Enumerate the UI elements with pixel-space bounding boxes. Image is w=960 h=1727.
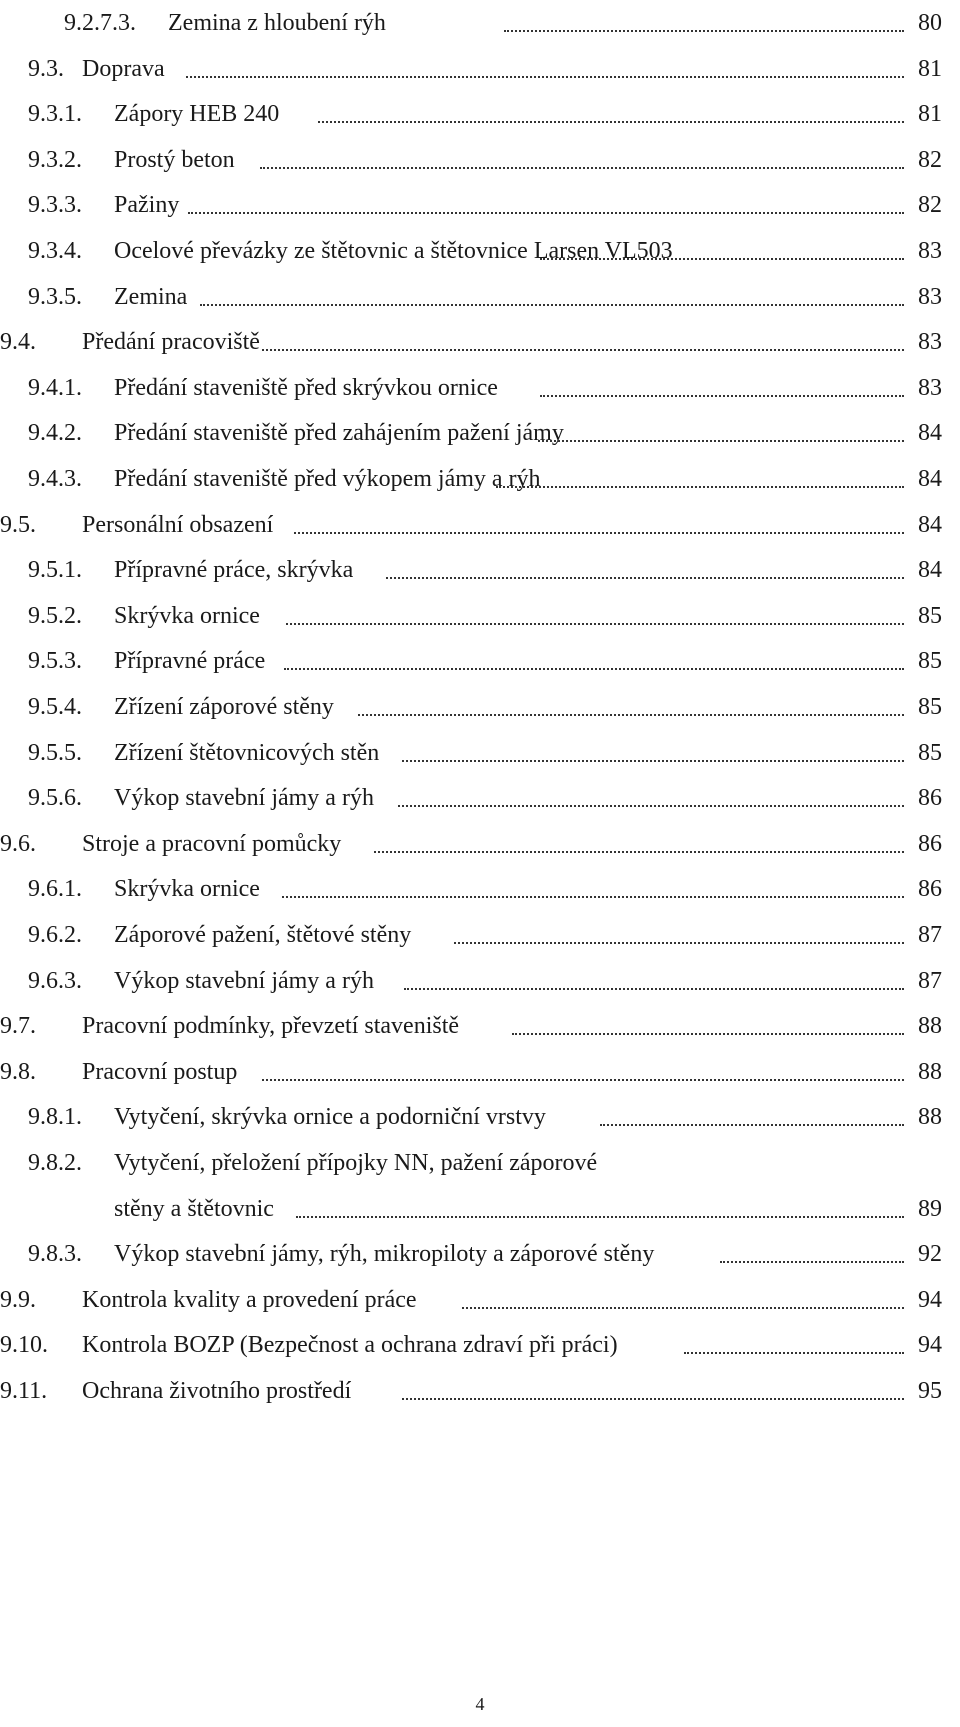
toc-entry-number: 9.3.3. xyxy=(28,192,82,219)
toc-entry[interactable] xyxy=(0,0,960,46)
toc-entry-title[interactable]: Pažiny xyxy=(114,192,180,219)
toc-entry-number: 9.5.3. xyxy=(28,648,82,675)
dot-leader xyxy=(200,304,904,306)
toc-entry[interactable] xyxy=(0,319,960,365)
toc-entry-title[interactable]: Kontrola kvality a provedení práce xyxy=(82,1286,417,1313)
toc-entry[interactable] xyxy=(0,684,960,730)
toc-entry[interactable] xyxy=(0,958,960,1004)
toc-entry-number: 9.6.3. xyxy=(28,967,82,994)
dot-leader xyxy=(600,1124,904,1126)
dot-leader xyxy=(684,1352,904,1354)
dot-leader xyxy=(398,805,904,807)
toc-entry-title[interactable]: Ochrana životního prostředí xyxy=(82,1378,352,1404)
toc-entry-title[interactable]: Přípravné práce, skrývka xyxy=(114,557,354,584)
dot-leader xyxy=(282,896,904,898)
toc-entry[interactable] xyxy=(0,410,960,456)
toc-entry-page: 84 xyxy=(918,557,942,584)
toc-entry-title[interactable]: Přípravné práce xyxy=(114,648,266,675)
toc-entry-title[interactable]: Zřízení záporové stěny xyxy=(114,694,334,720)
toc-entry[interactable] xyxy=(0,46,960,92)
toc-entry-title[interactable]: Doprava xyxy=(82,55,165,82)
toc-entry[interactable] xyxy=(0,456,960,502)
dot-leader xyxy=(260,167,904,169)
toc-entry[interactable] xyxy=(0,1094,960,1140)
dot-leader xyxy=(374,851,904,853)
toc-entry-page: 84 xyxy=(918,466,942,492)
toc-entry-page: 81 xyxy=(918,101,942,128)
toc-entry-page: 88 xyxy=(918,1058,942,1085)
toc-entry-title[interactable]: Vytyčení, skrývka ornice a podorniční vrstvy xyxy=(114,1104,546,1131)
toc-entry-title[interactable]: Vytyčení, přeložení přípojky NN, pažení záporové xyxy=(114,1150,598,1176)
toc-entry-title[interactable]: Skrývka ornice xyxy=(114,602,260,629)
toc-entry-page: 88 xyxy=(918,1013,942,1040)
dot-leader xyxy=(262,349,904,351)
toc-entry[interactable] xyxy=(0,866,960,912)
dot-leader xyxy=(186,76,904,78)
toc-entry[interactable] xyxy=(0,775,960,821)
dot-leader xyxy=(286,623,904,625)
toc-entry-page: 92 xyxy=(918,1241,942,1268)
toc-entry-title[interactable]: Zápory HEB 240 xyxy=(114,101,280,128)
toc-entry-title[interactable]: Výkop stavební jámy, rýh, mikropiloty a záporové stěny xyxy=(114,1241,655,1268)
dot-leader xyxy=(262,1079,904,1081)
toc-entry[interactable] xyxy=(0,228,960,274)
dot-leader xyxy=(538,440,904,442)
toc-entry-number: 9.5.2. xyxy=(28,602,82,629)
toc-entry-title[interactable]: Předání staveniště před zahájením pažení jámy xyxy=(114,420,564,447)
toc-entry[interactable] xyxy=(0,274,960,320)
toc-entry-page: 86 xyxy=(918,830,942,857)
toc-entry-title[interactable]: Záporové pažení, štětové stěny xyxy=(114,922,412,948)
toc-entry-page: 89 xyxy=(918,1195,942,1222)
dot-leader xyxy=(294,532,904,534)
toc-entry-title[interactable]: Ocelové převázky ze štětovnic a štětovnice Larsen VL503 xyxy=(114,238,673,264)
toc-entry-number: 9.6. xyxy=(0,830,36,857)
toc-entry-title[interactable]: Stroje a pracovní pomůcky xyxy=(82,830,342,857)
toc-entry-page: 83 xyxy=(918,283,942,310)
toc-entry[interactable] xyxy=(0,730,960,776)
toc-entry-page: 82 xyxy=(918,192,942,219)
toc-entry-number: 9.3. xyxy=(28,55,64,82)
dot-leader xyxy=(402,760,904,762)
dot-leader xyxy=(404,988,904,990)
dot-leader xyxy=(454,942,904,944)
toc-entry-number: 9.11. xyxy=(0,1378,48,1404)
toc-entry-page: 84 xyxy=(918,420,942,447)
toc-entry-page: 85 xyxy=(918,648,942,675)
toc-entry-page: 83 xyxy=(918,238,942,264)
toc-entry[interactable] xyxy=(0,547,960,593)
toc-entry[interactable] xyxy=(0,502,960,548)
toc-entry[interactable] xyxy=(0,365,960,411)
toc-entry[interactable] xyxy=(0,593,960,639)
dot-leader xyxy=(540,395,904,397)
toc-entry-number: 9.8.2. xyxy=(28,1150,82,1176)
toc-entry-number: 9.10. xyxy=(0,1332,48,1359)
toc-entry[interactable] xyxy=(0,182,960,228)
toc-entry-title[interactable]: Zemina xyxy=(114,283,188,310)
toc-entry-number: 9.5.4. xyxy=(28,694,82,720)
toc-entry-page: 85 xyxy=(918,694,942,720)
toc-entry[interactable] xyxy=(0,821,960,867)
toc-entry-page: 87 xyxy=(918,922,942,948)
toc-entry-number: 9.4.1. xyxy=(28,374,82,401)
toc-entry-page: 84 xyxy=(918,511,942,538)
toc-entry-page: 86 xyxy=(918,876,942,903)
dot-leader xyxy=(540,258,904,260)
toc-entry-number: 9.5.6. xyxy=(28,785,82,812)
toc-entry[interactable] xyxy=(0,137,960,183)
toc-entry-number: 9.5.5. xyxy=(28,739,82,766)
toc-entry[interactable] xyxy=(0,912,960,958)
toc-entry[interactable] xyxy=(0,1186,960,1232)
toc-entry-page: 85 xyxy=(918,739,942,766)
dot-leader xyxy=(284,668,904,670)
dot-leader xyxy=(402,1398,904,1400)
dot-leader xyxy=(462,1307,904,1309)
dot-leader xyxy=(358,714,904,716)
toc-entry-number: 9.9. xyxy=(0,1286,36,1313)
toc-entry-number: 9.8.3. xyxy=(28,1241,82,1268)
toc-entry-title[interactable]: Předání staveniště před výkopem jámy a rýh xyxy=(114,466,541,492)
toc-entry-title[interactable]: Pracovní podmínky, převzetí staveniště xyxy=(82,1013,460,1040)
toc-entry-title[interactable]: Prostý beton xyxy=(114,146,235,173)
toc-entry-page: 94 xyxy=(918,1286,942,1313)
toc-entry[interactable] xyxy=(0,1368,960,1414)
page-number: 4 xyxy=(475,1694,485,1714)
toc-entry[interactable] xyxy=(0,638,960,684)
toc-entry-number: 9.4.2. xyxy=(28,420,82,447)
toc-entry[interactable] xyxy=(0,1003,960,1049)
toc-entry-page: 83 xyxy=(918,374,942,401)
toc-entry-page: 95 xyxy=(918,1378,942,1404)
toc-entry-page: 94 xyxy=(918,1332,942,1359)
dot-leader xyxy=(188,212,904,214)
toc-entry-title[interactable]: Zemina z hloubení rýh xyxy=(168,10,386,36)
dot-leader xyxy=(296,1216,904,1218)
toc-entry[interactable] xyxy=(0,1322,960,1368)
toc-entry-number: 9.8. xyxy=(0,1058,36,1085)
toc-entry-number: 9.8.1. xyxy=(28,1104,82,1131)
toc-entry-number: 9.3.4. xyxy=(28,238,82,264)
toc-entry-number: 9.5.1. xyxy=(28,557,82,584)
toc-entry[interactable] xyxy=(0,1049,960,1095)
toc-entry[interactable] xyxy=(0,1231,960,1277)
toc-entry-page: 86 xyxy=(918,785,942,812)
toc-entry-page: 81 xyxy=(918,55,942,82)
toc-entry-title[interactable]: stěny a štětovnic xyxy=(114,1195,274,1222)
toc-entry-page: 83 xyxy=(918,329,942,356)
toc-entry-page: 85 xyxy=(918,602,942,629)
toc-entry-title[interactable]: Výkop stavební jámy a rýh xyxy=(114,785,374,812)
toc-entry[interactable] xyxy=(0,1140,960,1186)
dot-leader xyxy=(504,30,904,32)
toc-entry-title[interactable]: Předání staveniště před skrývkou ornice xyxy=(114,374,498,401)
toc-entry-title[interactable]: Skrývka ornice xyxy=(114,876,260,903)
toc-entry-number: 9.3.5. xyxy=(28,283,82,310)
toc-entry-number: 9.6.2. xyxy=(28,922,82,948)
toc-entry-number: 9.3.1. xyxy=(28,101,82,128)
toc-entry-number: 9.2.7.3. xyxy=(64,10,136,36)
toc-entry-page: 88 xyxy=(918,1104,942,1131)
toc-entry-title[interactable]: Zřízení štětovnicových stěn xyxy=(114,739,380,766)
toc-entry-title[interactable]: Předání pracoviště xyxy=(82,329,260,356)
toc-entry-title[interactable]: Pracovní postup xyxy=(82,1058,238,1085)
toc-entry-title[interactable]: Kontrola BOZP (Bezpečnost a ochrana zdraví při práci) xyxy=(82,1332,618,1359)
toc-entry[interactable] xyxy=(0,91,960,137)
dot-leader xyxy=(386,577,904,579)
toc-entry-number: 9.7. xyxy=(0,1013,36,1040)
toc-entry-title[interactable]: Výkop stavební jámy a rýh xyxy=(114,967,374,994)
toc-entry-number: 9.4.3. xyxy=(28,466,82,492)
toc-entry-page: 80 xyxy=(918,10,942,36)
dot-leader xyxy=(512,1033,904,1035)
toc-entry-number: 9.3.2. xyxy=(28,146,82,173)
toc-entry-number: 9.5. xyxy=(0,511,36,538)
dot-leader xyxy=(720,1261,904,1263)
dot-leader xyxy=(496,486,904,488)
toc-entry-number: 9.4. xyxy=(0,329,36,356)
toc-entry-number: 9.6.1. xyxy=(28,876,82,903)
toc-entry-title[interactable]: Personální obsazení xyxy=(82,511,274,538)
toc-entry[interactable] xyxy=(0,1277,960,1323)
dot-leader xyxy=(318,121,904,123)
toc-entry-page: 87 xyxy=(918,967,942,994)
toc-entry-page: 82 xyxy=(918,146,942,173)
